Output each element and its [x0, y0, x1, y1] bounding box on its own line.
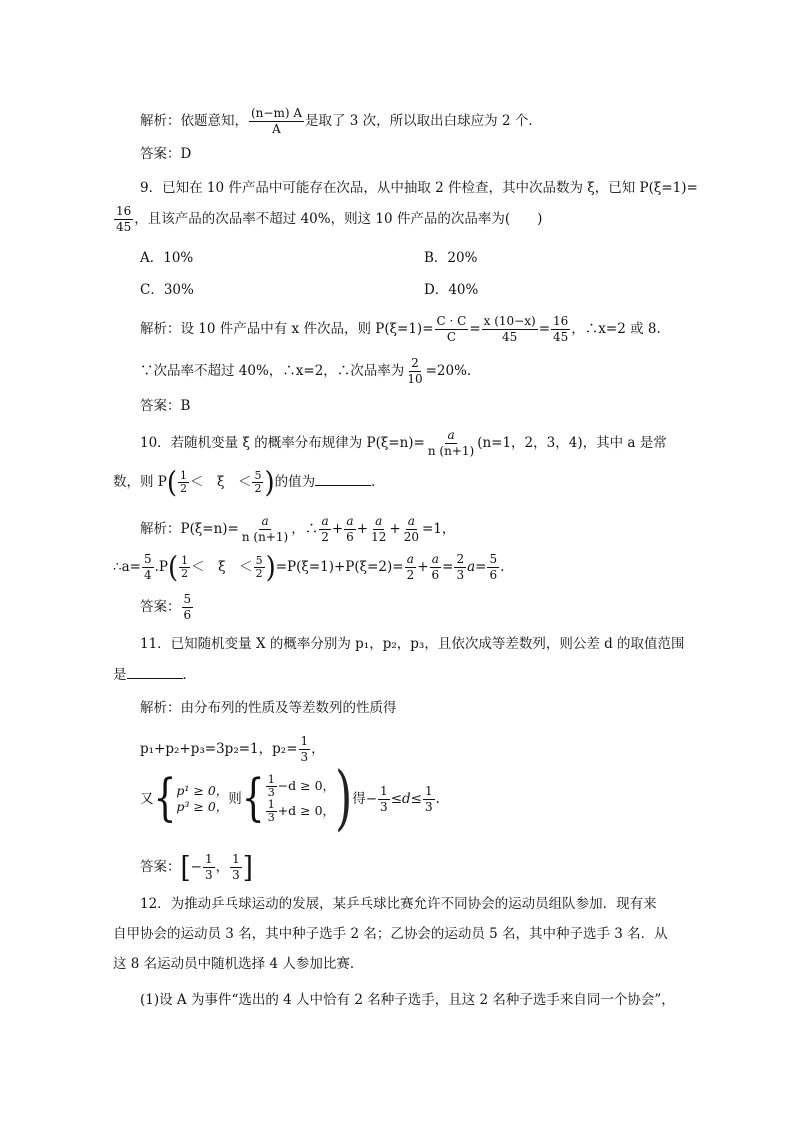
q9-sol1-frac3	[551, 314, 570, 345]
q10-stem-frac-a-den: 2	[180, 482, 188, 495]
q11-sol2-frac-num: 1	[300, 734, 309, 748]
q10-sol1-term3	[369, 514, 388, 545]
q10-sol1-frac-num: a	[261, 514, 269, 528]
q9-sol1-eq2: =	[538, 321, 550, 337]
q11-sys-row1: p¹ ≥ 0，	[176, 783, 229, 798]
q11-sys-brace-left1: {	[153, 769, 177, 827]
q9-sol1-frac1-den: C	[446, 330, 457, 344]
q10-sol2-t3-num: 2	[456, 552, 465, 566]
q10-stem-frac	[426, 428, 476, 459]
q11-sys-row2: p³ ≥ 0，	[176, 799, 229, 814]
q8-answer: 答案：D	[140, 146, 192, 162]
q11-sol2-frac	[299, 734, 311, 765]
q10-stem-line2-mid: ＜ ξ ＜	[190, 474, 252, 490]
q11-sol2-end: ，	[311, 741, 325, 757]
q9-sol2-suffix: =20%.	[425, 363, 472, 379]
q12-line4: (1)设 A 为事件“选出的 4 人中恰有 2 名种子选手，且这 2 名种子选手来自同一个协会”，	[140, 992, 675, 1008]
q10-sol2-t1	[405, 552, 417, 583]
q9-stem-line2	[113, 204, 542, 235]
q10-answer-frac	[182, 592, 194, 623]
q10-answer-prefix: 答案：	[140, 599, 181, 615]
q10-sol2-t4	[487, 552, 499, 583]
q10-solution-line2	[113, 552, 504, 583]
q9-sol1-frac1-num: C · C	[436, 314, 467, 328]
q8-fraction-den: A	[272, 122, 281, 136]
q9-solution-line2	[140, 356, 471, 387]
q11-sys-r1-den: 3	[267, 786, 275, 799]
q10-sol2-range-a-den: 2	[181, 567, 189, 580]
q10-answer-num: 5	[183, 592, 192, 606]
q11-stem-line1: 11．已知随机变量 X 的概率分别为 p₁，p₂，p₃，且依次成等差数列，则公差 d 的取值范围	[140, 636, 685, 652]
q10-stem-line2	[113, 466, 385, 499]
q11-sys-result-mid: ≤d≤	[390, 791, 422, 807]
q11-sys-r1	[265, 774, 335, 799]
q10-stem-suffix: (n=1，2，3，4)，其中 a 是常	[477, 435, 667, 451]
q11-answer-a-num: 1	[204, 852, 213, 866]
q11-stem-line2-prefix: 是	[113, 667, 127, 683]
q9-sol2-prefix: ∵次品率不超过 40%，∴x=2，∴次品率为	[140, 363, 405, 379]
q11-sys-res-a	[378, 784, 390, 815]
q10-sol2-frac-a	[142, 552, 154, 583]
q10-sol2-left-paren: (	[167, 551, 179, 584]
q8-solution-prefix: 解析：依题意知，	[140, 113, 248, 129]
q10-sol2-eq1: =	[442, 559, 454, 575]
q10-stem-line1	[140, 428, 667, 459]
q11-answer-right-bracket: ]	[242, 851, 253, 884]
q9-sol1-frac1	[435, 314, 469, 345]
q11-sys-res-a-den: 3	[380, 799, 388, 814]
q10-sol2-plus: +	[417, 559, 429, 575]
q11-sol2-frac-den: 3	[300, 750, 309, 764]
q10-answer	[140, 592, 194, 623]
q10-sol2-prefix: ∴a=	[113, 559, 141, 575]
q10-sol1-term2-den: 6	[346, 530, 354, 544]
q10-sol1-frac-den: n (n+1)	[241, 530, 289, 544]
q9-sol1-frac2	[482, 314, 538, 345]
q11-sys-r2-rest: +d ≥ 0，	[277, 803, 336, 818]
q9-stem-line2-text: ，且该产品的次品率不超过 40%，则这 10 件产品的次品率为( )	[134, 211, 543, 227]
q10-sol2-t1-den: 2	[406, 568, 415, 582]
q11-sys-res-a-num: 1	[380, 783, 388, 798]
q10-sol1-term4-den: 20	[403, 530, 419, 544]
q10-sol1-term2-num: a	[346, 514, 354, 528]
q10-sol2-t4-num: 5	[489, 552, 498, 566]
q11-sys-brace-right: )	[335, 757, 353, 839]
q8-solution	[140, 106, 542, 137]
q9-option-a: A．10%	[140, 250, 194, 266]
q10-sol1-term3-den: 12	[371, 530, 387, 544]
q10-sol2-t1-num: a	[406, 552, 414, 566]
q9-option-c: C．30%	[140, 282, 194, 298]
q8-fraction	[249, 106, 304, 137]
q9-fraction-den: 45	[116, 220, 132, 234]
q10-sol2-t4-den: 6	[489, 568, 498, 582]
q10-sol2-range-mid: ＜ ξ ＜	[191, 559, 253, 575]
q9-option-b: B．20%	[424, 250, 478, 266]
q10-stem-line2-end: ．	[371, 474, 385, 490]
q9-sol1-prefix: 解析：设 10 件产品中有 x 件次品，则 P(ξ=1)=	[140, 321, 434, 337]
q9-option-d: D．40%	[424, 282, 479, 298]
q10-sol2-t2-num: a	[431, 552, 439, 566]
q11-sys-r1-frac	[266, 774, 277, 799]
q10-sol2-right-paren: )	[265, 551, 276, 584]
q9-fraction	[114, 204, 133, 235]
q11-sys-mid: 则	[228, 791, 242, 807]
q10-sol1-term1-num: a	[321, 514, 329, 528]
q10-sol2-t3	[454, 552, 466, 583]
q10-stem-frac-b-den: 2	[254, 482, 262, 495]
q11-answer-a-den: 3	[204, 868, 213, 882]
q10-sol2-t3-den: 3	[456, 568, 465, 582]
q11-sys-res-b-num: 1	[424, 783, 433, 798]
q10-sol1-term2	[344, 514, 356, 545]
q10-sol1-term1	[319, 514, 331, 545]
q11-sys-r2-den: 3	[267, 811, 275, 824]
q11-sys-r1-num: 1	[267, 773, 275, 786]
q11-sys-r2	[265, 799, 335, 824]
q10-stem-frac-b-num: 5	[254, 469, 262, 482]
q11-system	[140, 757, 440, 839]
q10-sol2-range-b	[254, 555, 265, 580]
q10-sol2-frac-a-den: 4	[143, 568, 152, 582]
q11-stem-line2	[113, 664, 196, 685]
q11-answer-b-num: 1	[232, 852, 240, 866]
q9-stem-line1: 9．已知在 10 件产品中可能存在次品，从中抽取 2 件检查，其中次品数为 ξ，已知 P(ξ=1)=	[140, 180, 698, 196]
q10-sol2-rest: =P(ξ=1)+P(ξ=2)=	[275, 559, 404, 575]
q9-fraction-num: 16	[116, 204, 132, 218]
q11-sys-res-b-den: 3	[424, 799, 433, 814]
q12-line2: 自甲协会的运动员 3 名，其中种子选手 2 名；乙协会的运动员 5 名，其中种子选手 3 名．从	[113, 926, 668, 942]
q11-sys-r2-num: 1	[267, 798, 275, 811]
q10-sol2-range-a-num: 1	[181, 554, 189, 567]
q10-sol1-term1-den: 2	[321, 530, 329, 544]
q9-answer: 答案：B	[140, 398, 191, 414]
q10-sol2-p: .P	[154, 559, 168, 575]
q9-sol2-frac-den: 10	[407, 372, 423, 386]
q12-line3: 这 8 名运动员中随机选择 4 人参加比赛．	[113, 956, 364, 972]
q8-fraction-num: (n−m) A	[251, 106, 303, 120]
q10-stem-frac-b	[252, 470, 263, 495]
q10-sol1-op1: +	[331, 521, 344, 537]
q10-sol2-t2-den: 6	[431, 568, 440, 582]
q10-sol1-mid: ，∴	[291, 521, 319, 537]
q10-sol2-frac-a-num: 5	[143, 552, 152, 566]
q11-sys-result-prefix: 得−	[352, 791, 378, 807]
q11-answer-blank	[127, 664, 183, 679]
q10-stem-frac-num: a	[447, 428, 455, 442]
q8-solution-suffix: 是取了 3 次，所以取出白球应为 2 个．	[305, 113, 542, 129]
q9-sol1-frac3-den: 45	[553, 330, 569, 344]
q11-answer-left-bracket: [	[180, 851, 191, 884]
q9-sol1-frac2-num: x (10−x)	[483, 314, 536, 328]
q11-solution-line1: 解析：由分布列的性质及等差数列的性质得	[140, 700, 397, 716]
q10-stem-prefix: 10．若随机变量 ξ 的概率分布规律为 P(ξ=n)=	[140, 435, 425, 451]
q11-answer-b-den: 3	[232, 868, 240, 882]
q11-stem-line2-end: ．	[182, 667, 196, 683]
q11-sys-r1-rest: −d ≥ 0，	[277, 778, 336, 793]
q11-sys-result-end: .	[435, 791, 440, 807]
q9-sol1-suffix: ，∴x=2 或 8.	[571, 321, 661, 337]
q10-stem-frac-a-num: 1	[180, 469, 188, 482]
q10-sol2-t2	[430, 552, 442, 583]
q11-sys-res-b	[423, 784, 435, 815]
q10-stem-frac-a	[178, 470, 189, 495]
q10-sol2-a: a=	[467, 559, 487, 575]
q10-right-paren: )	[264, 466, 275, 499]
q10-sol2-range-b-num: 5	[255, 554, 263, 567]
q9-sol1-frac3-num: 16	[553, 314, 569, 328]
q10-sol2-range-b-den: 2	[255, 567, 263, 580]
q12-line1: 12．为推动乒乓球运动的发展，某乒乓球比赛允许不同协会的运动员组队参加．现有来	[140, 896, 657, 912]
q9-sol2-frac-num: 2	[411, 356, 419, 370]
q10-sol1-frac	[240, 514, 290, 545]
q10-sol1-term4-num: a	[407, 514, 415, 528]
q10-sol1-prefix: 解析：P(ξ=n)=	[140, 521, 239, 537]
q10-sol2-range-a	[179, 555, 190, 580]
q10-stem-frac-den: n (n+1)	[427, 444, 475, 458]
q10-sol1-op3: +	[389, 521, 401, 537]
q9-sol1-eq1: =	[469, 321, 481, 337]
q11-sys-stack1	[176, 783, 228, 815]
q11-answer-frac-b	[230, 852, 242, 883]
q10-left-paren: (	[166, 466, 178, 499]
q10-sol1-term3-num: a	[375, 514, 383, 528]
q11-sys-prefix: 又	[140, 791, 154, 807]
q10-sol1-op2: +	[356, 521, 369, 537]
q10-sol2-end: .	[500, 559, 505, 575]
q10-answer-blank	[315, 471, 371, 486]
q10-sol1-op4: =1，	[421, 521, 456, 537]
q9-sol2-frac	[405, 356, 424, 387]
q10-solution-line1	[140, 514, 455, 545]
q11-answer: 答案：[− $\frac{1}{3}$ ， $\frac{1}{3}$ ]	[140, 851, 253, 884]
q9-sol1-frac2-den: 45	[502, 330, 518, 344]
q11-answer-frac-a	[203, 852, 215, 883]
q10-stem-line2-prefix: 数，则 P	[113, 474, 167, 490]
q9-solution-line1	[140, 314, 661, 345]
q11-answer-prefix: 答案：	[140, 859, 181, 875]
q11-sys-stack2	[265, 774, 335, 824]
q11-sol2-prefix: p₁+p₂+p₃=3p₂=1，p₂=	[140, 741, 298, 757]
q10-answer-den: 6	[183, 608, 192, 622]
q11-solution-line2	[140, 734, 325, 765]
q10-sol1-term4	[402, 514, 421, 545]
q11-sys-r2-frac	[266, 799, 277, 824]
q10-stem-line2-suffix: 的值为	[274, 474, 316, 490]
q11-sys-brace-left2: {	[241, 769, 265, 827]
